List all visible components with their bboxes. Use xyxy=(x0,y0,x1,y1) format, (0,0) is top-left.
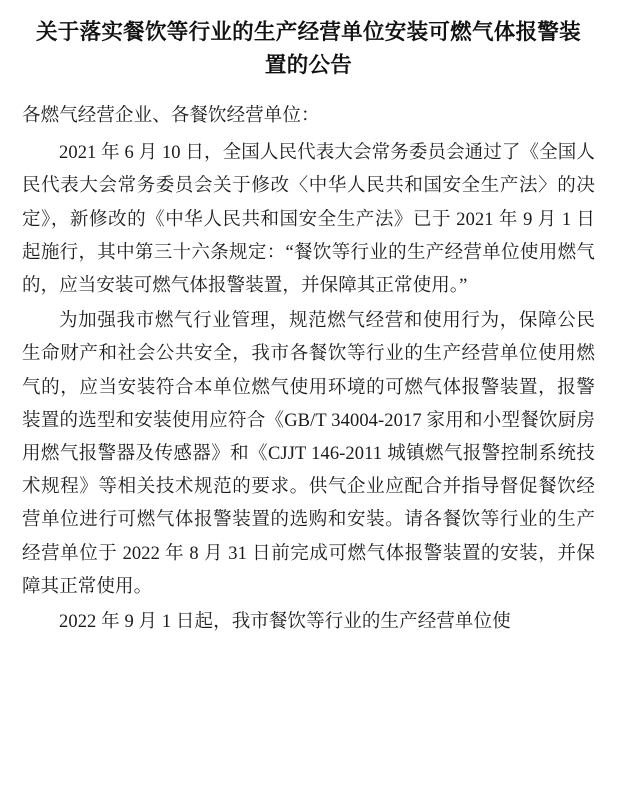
salutation-paragraph: 各燃气经营企业、各餐饮经营单位： xyxy=(22,106,320,126)
page-title: 关于落实餐饮等行业的生产经营单位安装可燃气体报警装置的公告 xyxy=(35,20,581,78)
body-paragraph-3: 2022 年 9 月 1 日起，我市餐饮等行业的生产经营单位使 xyxy=(59,612,511,633)
body-paragraph-1: 2021 年 6 月 10 日，全国人民代表大会常务委员会通过了《全国人民代表大会常务委员会关于修改〈中华人民共和国安全生产法〉的决定》，新修改的《中华人民共和国安全生产法》已于 2021 年 9 月 1 日起施行，其中第三十六条规定：“餐饮等行业的生产经营单位使用燃气的，应当安装可燃气体报警装置，并保障其正常使用。” xyxy=(22,143,595,297)
document-body xyxy=(22,100,595,639)
body-paragraph-2: 为加强我市燃气行业管理，规范燃气经营和使用行为，保障公民生命财产和社会公共安全，我市各餐饮等行业的生产经营单位使用燃气的，应当安装符合本单位燃气使用环境的可燃气体报警装置，报警装置的选型和安装使用应符合《GB/T 34004-2017 家用和小型餐饮厨房用燃气报警器及传感器》和《CJJT 146-2011 城镇燃气报警控制系统技术规程》等相关技术规范的要求。供气企业应配合并指导督促餐饮经营单位进行可燃气体报警装置的选购和安装。请各餐饮等行业的生产经营单位于 2022 年 8 月 31 日前完成可燃气体报警装置的安装，并保障其正常使用。 xyxy=(22,311,595,597)
